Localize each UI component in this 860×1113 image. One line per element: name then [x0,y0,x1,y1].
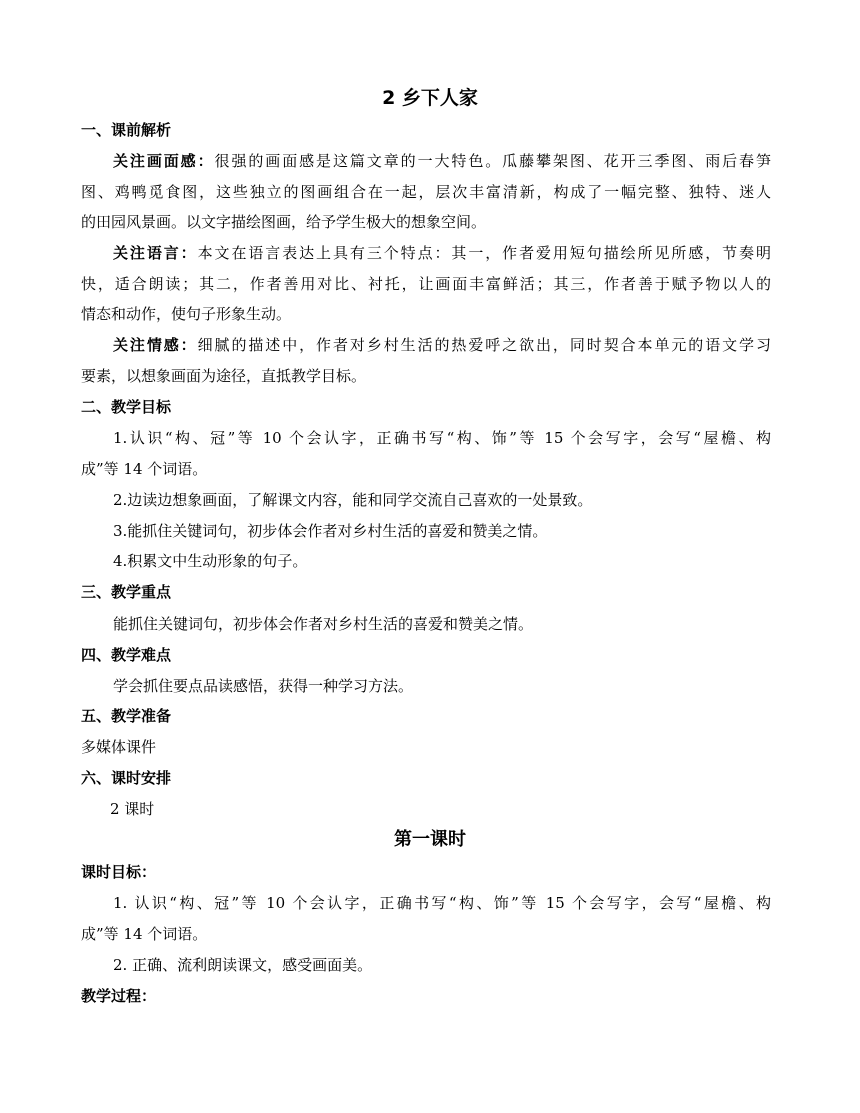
document-title: 2 乡下人家 [382,87,478,109]
section-text: 能抓住关键词句，初步体会作者对乡村生活的喜爱和赞美之情。 [113,615,534,633]
list-item-continued: 成”等 14 个词语。 [81,925,208,943]
lesson-goals-heading: 课时目标： [81,863,157,881]
paragraph-label: 关注情感： [113,336,198,354]
list-item: 1. 认识“构、冠”等 10 个会认字，正确书写“构、饰”等 15 个会写字，会写“屋檐、构 [113,894,771,912]
list-item-continued: 成”等 14 个词语。 [81,460,208,478]
section-heading-3: 三、教学重点 [81,583,172,601]
section-text: 2 课时 [110,800,155,818]
list-item: 2.边读边想象画面，了解课文内容，能和同学交流自己喜欢的一处景致。 [113,491,593,509]
paragraph-line: 的田园风景画。以文字描绘图画，给予学生极大的想象空间。 [81,213,487,231]
paragraph-label: 关注画面感： [113,152,215,170]
paragraph-line: 关注画面感：很强的画面感是这篇文章的一大特色。瓜藤攀架图、花开三季图、雨后春笋 [113,152,771,170]
paragraph-line: 图、鸡鸭觅食图，这些独立的图画组合在一起，层次丰富清新，构成了一幅完整、独特、迷人 [81,183,771,201]
paragraph-line: 关注情感：细腻的描述中，作者对乡村生活的热爱呼之欲出，同时契合本单元的语文学习 [113,336,771,354]
teaching-process-heading: 教学过程： [81,987,157,1005]
paragraph-line: 要素，以想象画面为途径，直抵教学目标。 [81,367,367,385]
paragraph-label: 关注语言： [113,244,198,262]
lesson-title: 第一课时 [394,829,466,850]
section-heading-1: 一、课前解析 [81,121,172,139]
paragraph-line: 关注语言：本文在语言表达上具有三个特点：其一，作者爱用短句描绘所见所感，节奏明 [113,244,771,262]
list-item: 4.积累文中生动形象的句子。 [113,552,308,570]
section-heading-2: 二、教学目标 [81,398,172,416]
list-item: 2. 正确、流利朗读课文，感受画面美。 [113,956,373,974]
section-heading-6: 六、课时安排 [81,769,172,787]
section-text: 多媒体课件 [81,738,157,756]
list-item: 1.认识“构、冠”等 10 个会认字，正确书写“构、饰”等 15 个会写字，会写“屋檐、构 [113,429,771,447]
section-heading-4: 四、教学难点 [81,646,172,664]
paragraph-line: 快，适合朗读；其二，作者善用对比、衬托，让画面丰富鲜活；其三，作者善于赋予物以人的 [81,275,771,293]
paragraph-line: 情态和动作，使句子形象生动。 [81,305,292,323]
section-text: 学会抓住要点品读感悟，获得一种学习方法。 [113,677,414,695]
section-heading-5: 五、教学准备 [81,707,172,725]
list-item: 3.能抓住关键词句，初步体会作者对乡村生活的喜爱和赞美之情。 [113,522,548,540]
